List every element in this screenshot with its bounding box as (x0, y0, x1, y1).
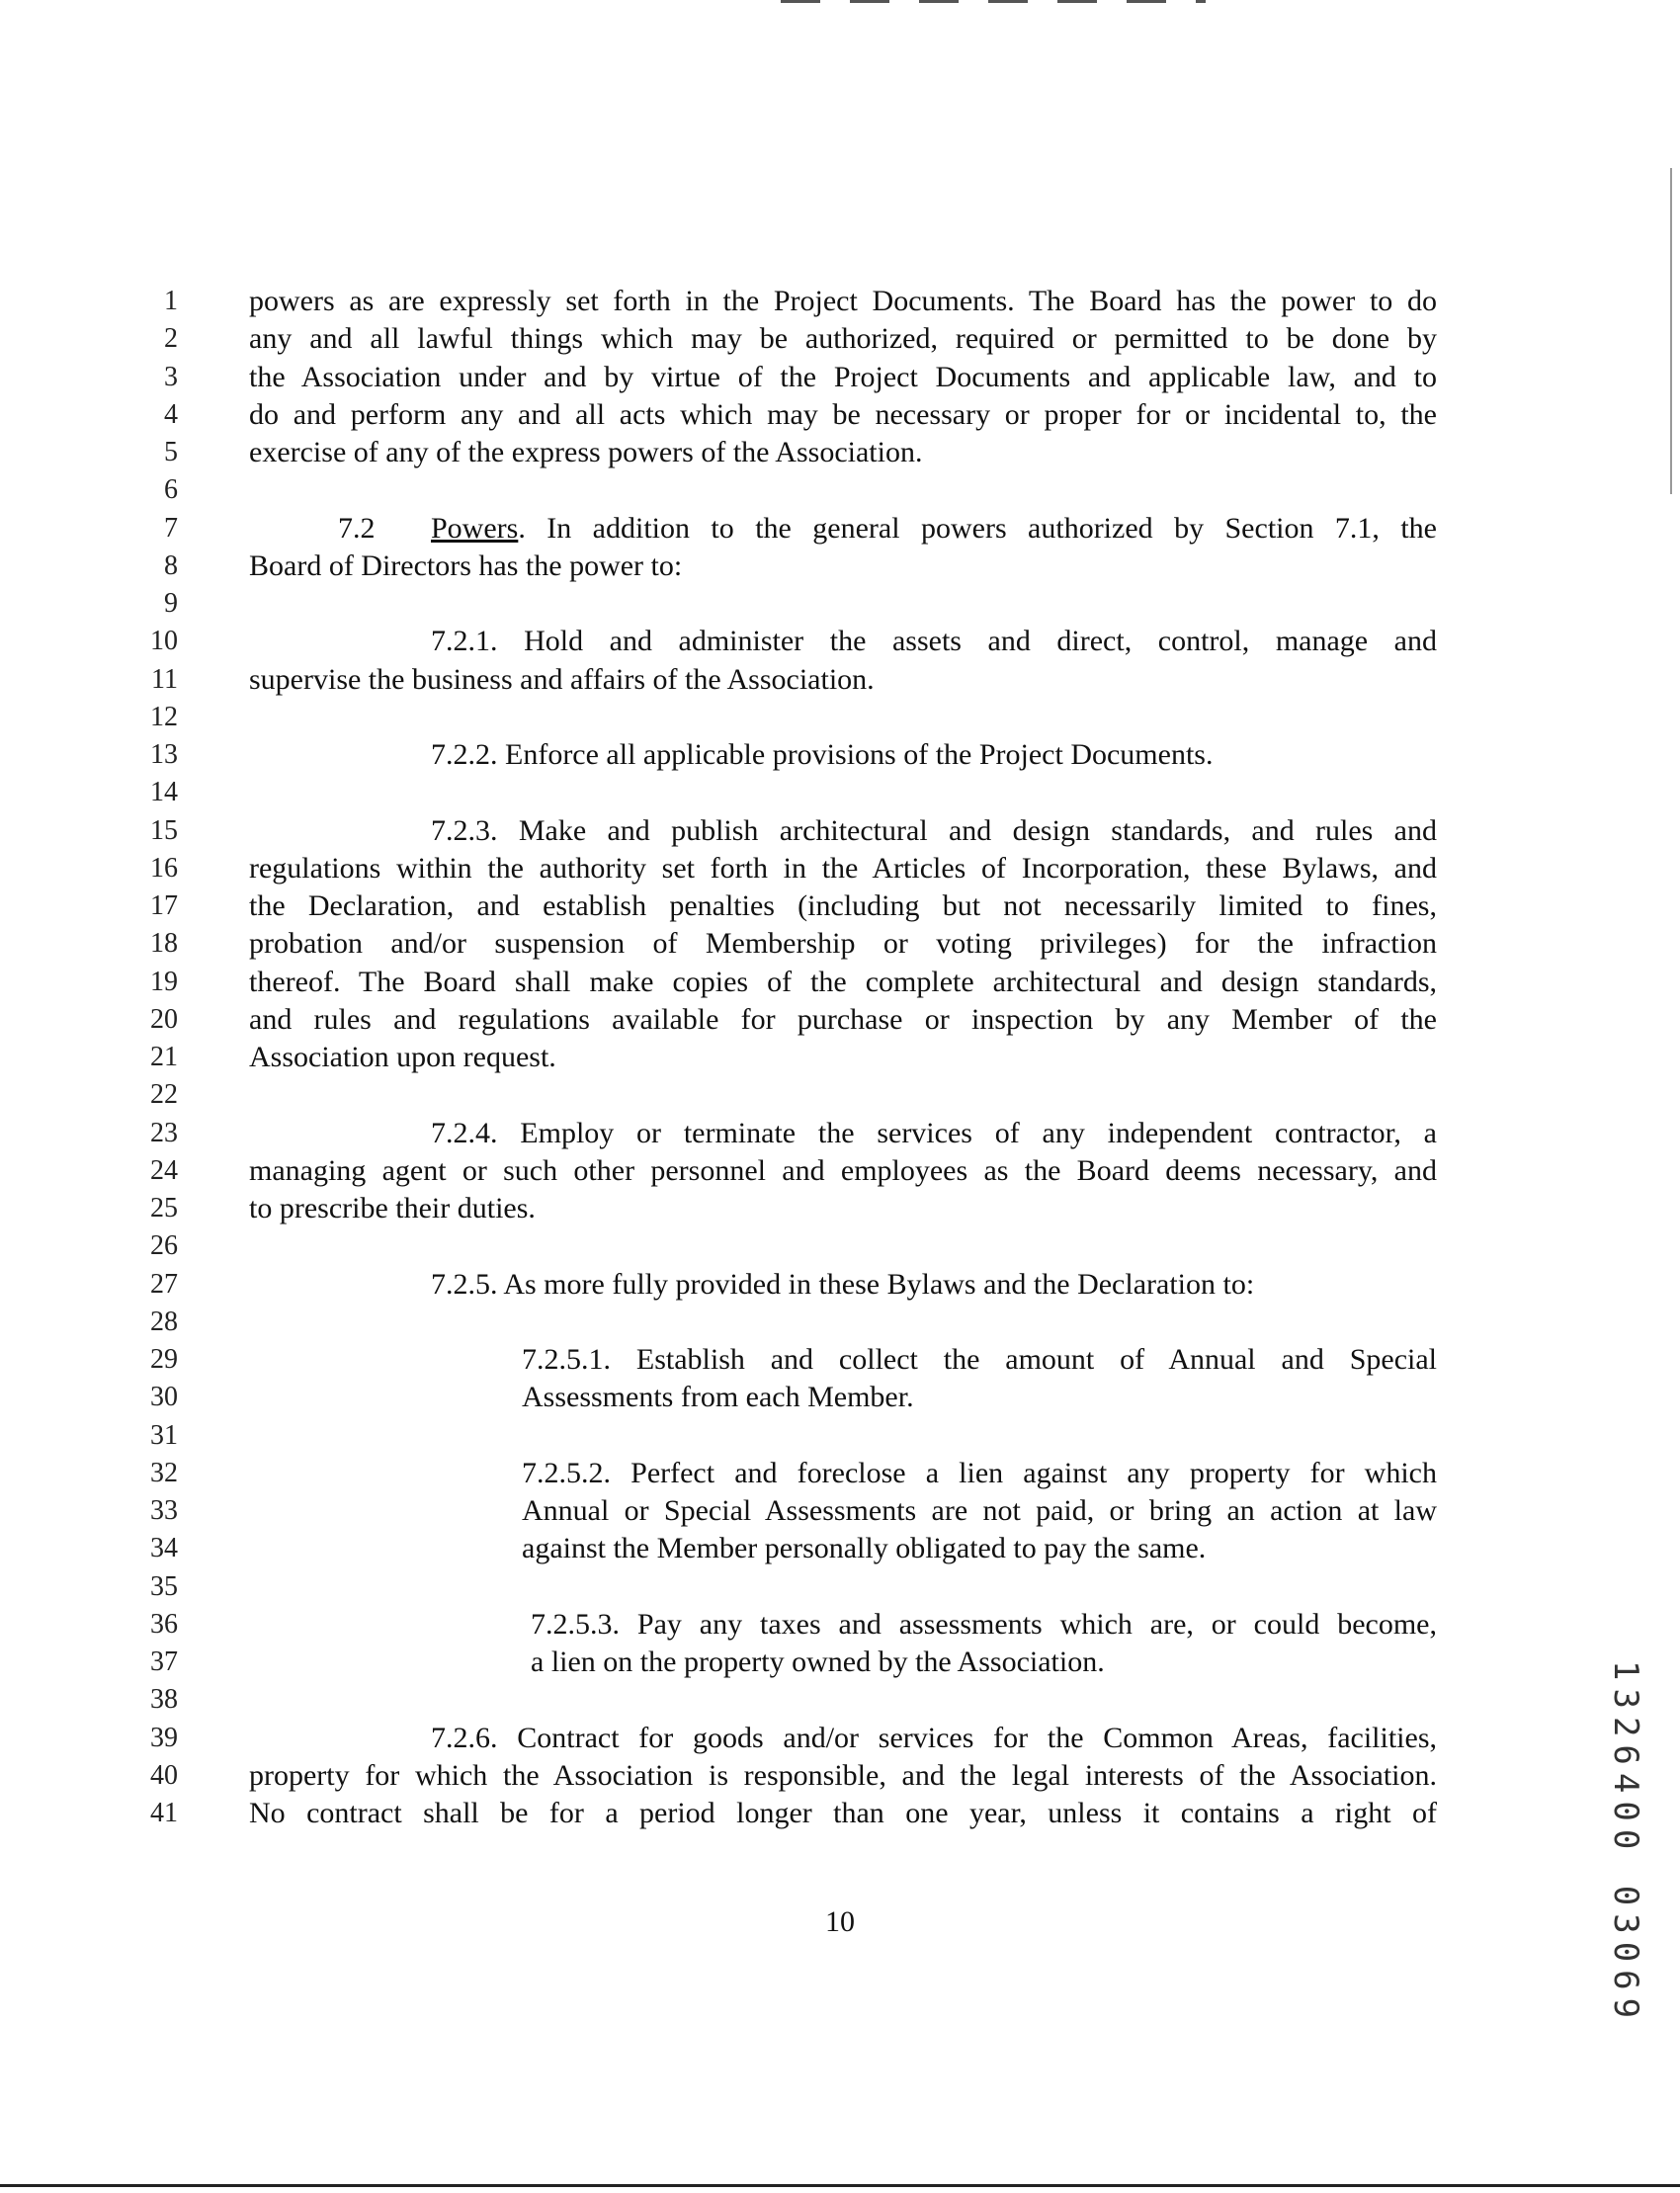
line-number: 34 (150, 1533, 178, 1563)
line-number: 17 (150, 890, 178, 921)
line-number: 32 (150, 1458, 178, 1488)
line-number: 4 (164, 399, 178, 430)
text-line: against the Member personally obligated to pay the same. (522, 1532, 1207, 1564)
text-line: Association upon request. (249, 1041, 556, 1073)
text-line: supervise the business and affairs of the Association. (249, 663, 875, 696)
line-number: 21 (150, 1042, 178, 1072)
line-number: 2 (164, 323, 178, 354)
line-number: 13 (150, 739, 178, 770)
text-line: and rules and regulations available for purchase or inspection by any Member of the (249, 1003, 1437, 1036)
line-number: 11 (151, 664, 178, 695)
text-line: any and all lawful things which may be authorized, required or permitted to be done by (249, 322, 1437, 355)
right-edge-mark (1670, 168, 1672, 494)
text-line: probation and/or suspension of Membership or voting privileges) for the infraction (249, 927, 1437, 960)
line-number: 3 (164, 362, 178, 392)
text-line: exercise of any of the express powers of the Association. (249, 436, 923, 468)
line-number: 14 (150, 777, 178, 807)
text-line: No contract shall be for a period longer than one year, unless it contains a right of (249, 1797, 1437, 1829)
line-number: 33 (150, 1495, 178, 1526)
line-number: 6 (164, 474, 178, 505)
line-number: 5 (164, 437, 178, 467)
line-number: 27 (150, 1269, 178, 1300)
line-number: 7 (164, 513, 178, 544)
section-number: 7.2 (338, 512, 376, 545)
line-number: 28 (150, 1307, 178, 1337)
line-number: 18 (150, 928, 178, 959)
text-line: 7.2.5.1. Establish and collect the amount of Annual and Special (522, 1343, 1437, 1376)
line-number: 24 (150, 1155, 178, 1186)
text-line: the Declaration, and establish penalties (including but not necessarily limited to fines, (249, 889, 1437, 922)
text-line: 7.2.3. Make and publish architectural and design standards, and rules and (431, 814, 1437, 847)
line-number: 38 (150, 1684, 178, 1715)
top-rule (781, 0, 1206, 3)
line-number: 37 (150, 1646, 178, 1677)
line-number: 41 (150, 1798, 178, 1828)
text-line: property for which the Association is responsible, and the legal interests of the Association. (249, 1759, 1437, 1792)
text-line: a lien on the property owned by the Association. (531, 1645, 1105, 1678)
powers-line (431, 510, 1437, 548)
line-number: 36 (150, 1609, 178, 1640)
text-line: Board of Directors has the power to: (249, 549, 683, 582)
text-line: Annual or Special Assessments are not paid, or bring an action at law (522, 1494, 1437, 1527)
text-line: 7.2.5.2. Perfect and foreclose a lien against any property for which (522, 1457, 1437, 1489)
text-line: thereof. The Board shall make copies of the complete architectural and design standards, (249, 966, 1437, 998)
line-number: 23 (150, 1118, 178, 1148)
line-number: 22 (150, 1079, 178, 1110)
text-line: 7.2.6. Contract for goods and/or services for the Common Areas, facilities, (431, 1722, 1437, 1754)
page-number: 10 (825, 1905, 855, 1938)
line-number: 1 (164, 286, 178, 316)
text-line: Assessments from each Member. (522, 1381, 914, 1413)
text-line: the Association under and by virtue of the Project Documents and applicable law, and to (249, 361, 1437, 393)
line-number: 10 (150, 626, 178, 656)
line-number: 16 (150, 853, 178, 884)
line-number: 12 (150, 702, 178, 732)
powers-text: . In addition to the general powers authorized by Section 7.1, the (518, 512, 1437, 545)
text-line: powers as are expressly set forth in the Project Documents. The Board has the power to do (249, 285, 1437, 317)
line-number: 20 (150, 1004, 178, 1035)
powers-heading: Powers (431, 512, 519, 545)
line-number: 31 (150, 1420, 178, 1451)
bottom-rule (0, 2184, 1680, 2187)
line-number: 8 (164, 550, 178, 581)
text-line: managing agent or such other personnel and employees as the Board deems necessary, and (249, 1154, 1437, 1187)
line-number: 40 (150, 1760, 178, 1791)
text-line: regulations within the authority set forth in the Articles of Incorporation, these Bylaws, and (249, 852, 1437, 885)
line-number: 30 (150, 1382, 178, 1412)
line-number: 26 (150, 1230, 178, 1261)
line-number: 29 (150, 1344, 178, 1375)
text-line: 7.2.4. Employ or terminate the services of any independent contractor, a (431, 1117, 1437, 1149)
text-line: 7.2.1. Hold and administer the assets and direct, control, manage and (431, 625, 1437, 657)
text-line: 7.2.2. Enforce all applicable provisions of the Project Documents. (431, 738, 1214, 771)
text-line: 7.2.5.3. Pay any taxes and assessments which are, or could become, (531, 1608, 1437, 1641)
document-stamp: 1326400 03069 (1606, 1660, 1645, 2027)
line-number: 35 (150, 1571, 178, 1602)
line-number: 19 (150, 967, 178, 997)
line-number: 39 (150, 1723, 178, 1753)
line-number: 9 (164, 588, 178, 619)
line-number: 25 (150, 1193, 178, 1223)
text-line: 7.2.5. As more fully provided in these Bylaws and the Declaration to: (431, 1268, 1255, 1301)
text-line: to prescribe their duties. (249, 1192, 536, 1224)
line-number: 15 (150, 815, 178, 846)
text-line: do and perform any and all acts which may be necessary or proper for or incidental to, the (249, 398, 1437, 431)
